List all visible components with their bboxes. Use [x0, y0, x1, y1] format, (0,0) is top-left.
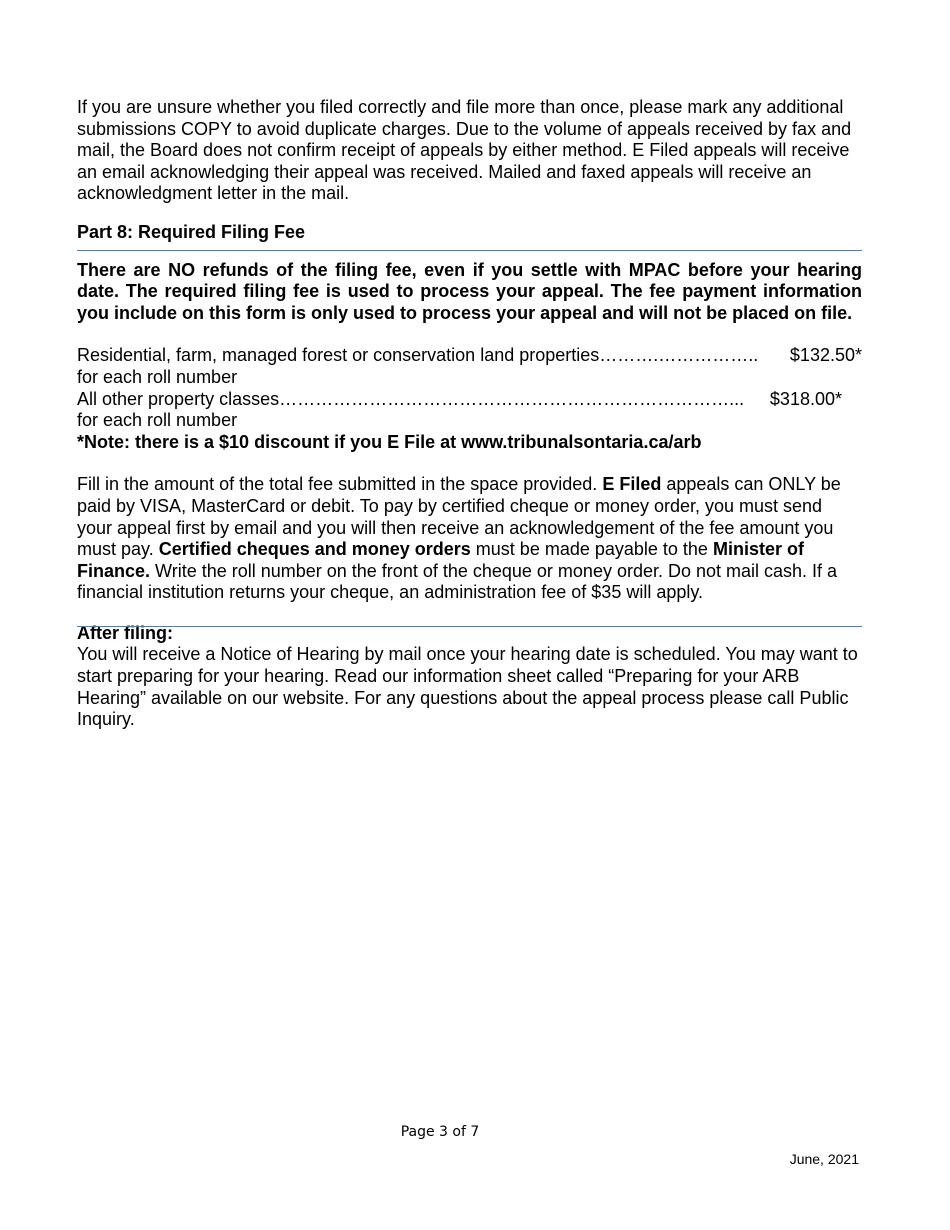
part8-heading: Part 8: Required Filing Fee — [77, 221, 306, 242]
document-body — [77, 97, 862, 731]
page-number: Page 3 of 7 — [400, 1124, 480, 1140]
fee-leader: ……….…………….. — [599, 345, 759, 366]
after-filing-text: You will receive a Notice of Hearing by mail once your hearing date is scheduled. You may want to start preparing for your hearing. Read our information sheet called “Preparing for your ARB Hearing” available on our website. For any questions about the appeal process please call Public Inquiry. — [77, 644, 858, 730]
fee-label: Residential, farm, managed forest or conservation land properties……….…………….. — [77, 345, 759, 366]
intro-paragraph: If you are unsure whether you filed correctly and file more than once, please mark any additional submissions COPY to avoid duplicate charges. Due to the volume of appeals received by fax and mail, the Board does not confirm receipt of appeals by either method. E Filed appeals will receive an email acknowledging their appeal was received. Mailed and faxed appeals will receive an acknowledgment letter in the mail. — [77, 97, 852, 204]
fee-leader: …………………………………………………………………... — [279, 388, 745, 409]
refund-warning: There are NO refunds of the filing fee, even if you settle with MPAC before your hearing date. The required filing fee is used to process your appeal. The fee payment information you include on this form is only used to process your appeal and will not be placed on file. — [77, 259, 862, 323]
fee-row-other — [77, 389, 842, 411]
fee-row-residential — [77, 345, 862, 367]
discount-note: *Note: there is a $10 discount if you E File at www.tribunalsontaria.ca/arb — [77, 431, 702, 452]
payment-paragraph: Fill in the amount of the total fee submitted in the space provided. E Filed appeals can ONLY be paid by VISA, MasterCard or debit. To pay by certified cheque or money order, you must send your appeal first by email and you will then receive an acknowledgement of the fee amount you must pay. Certified cheques and money orders must be made payable to the Minister of Finance. Write the roll number on the front of the cheque or money order. Do not mail cash. If a financial institution returns your cheque, an administration fee of $35 will apply. — [77, 474, 841, 603]
after-filing-heading: After filing: — [77, 622, 173, 643]
fee-amount: $132.50* — [789, 345, 862, 366]
fee-amount: $318.00* — [769, 388, 842, 409]
fee-sub-residential: for each roll number — [77, 366, 238, 387]
fee-sub-other: for each roll number — [77, 410, 238, 431]
part8-divider — [77, 250, 862, 251]
revision-date: June, 2021 — [789, 1151, 859, 1167]
fee-list — [77, 345, 862, 431]
fee-label: All other property classes…………………………………………………………………... — [77, 388, 745, 409]
after-filing-section — [77, 623, 862, 731]
after-filing-divider — [77, 626, 862, 627]
